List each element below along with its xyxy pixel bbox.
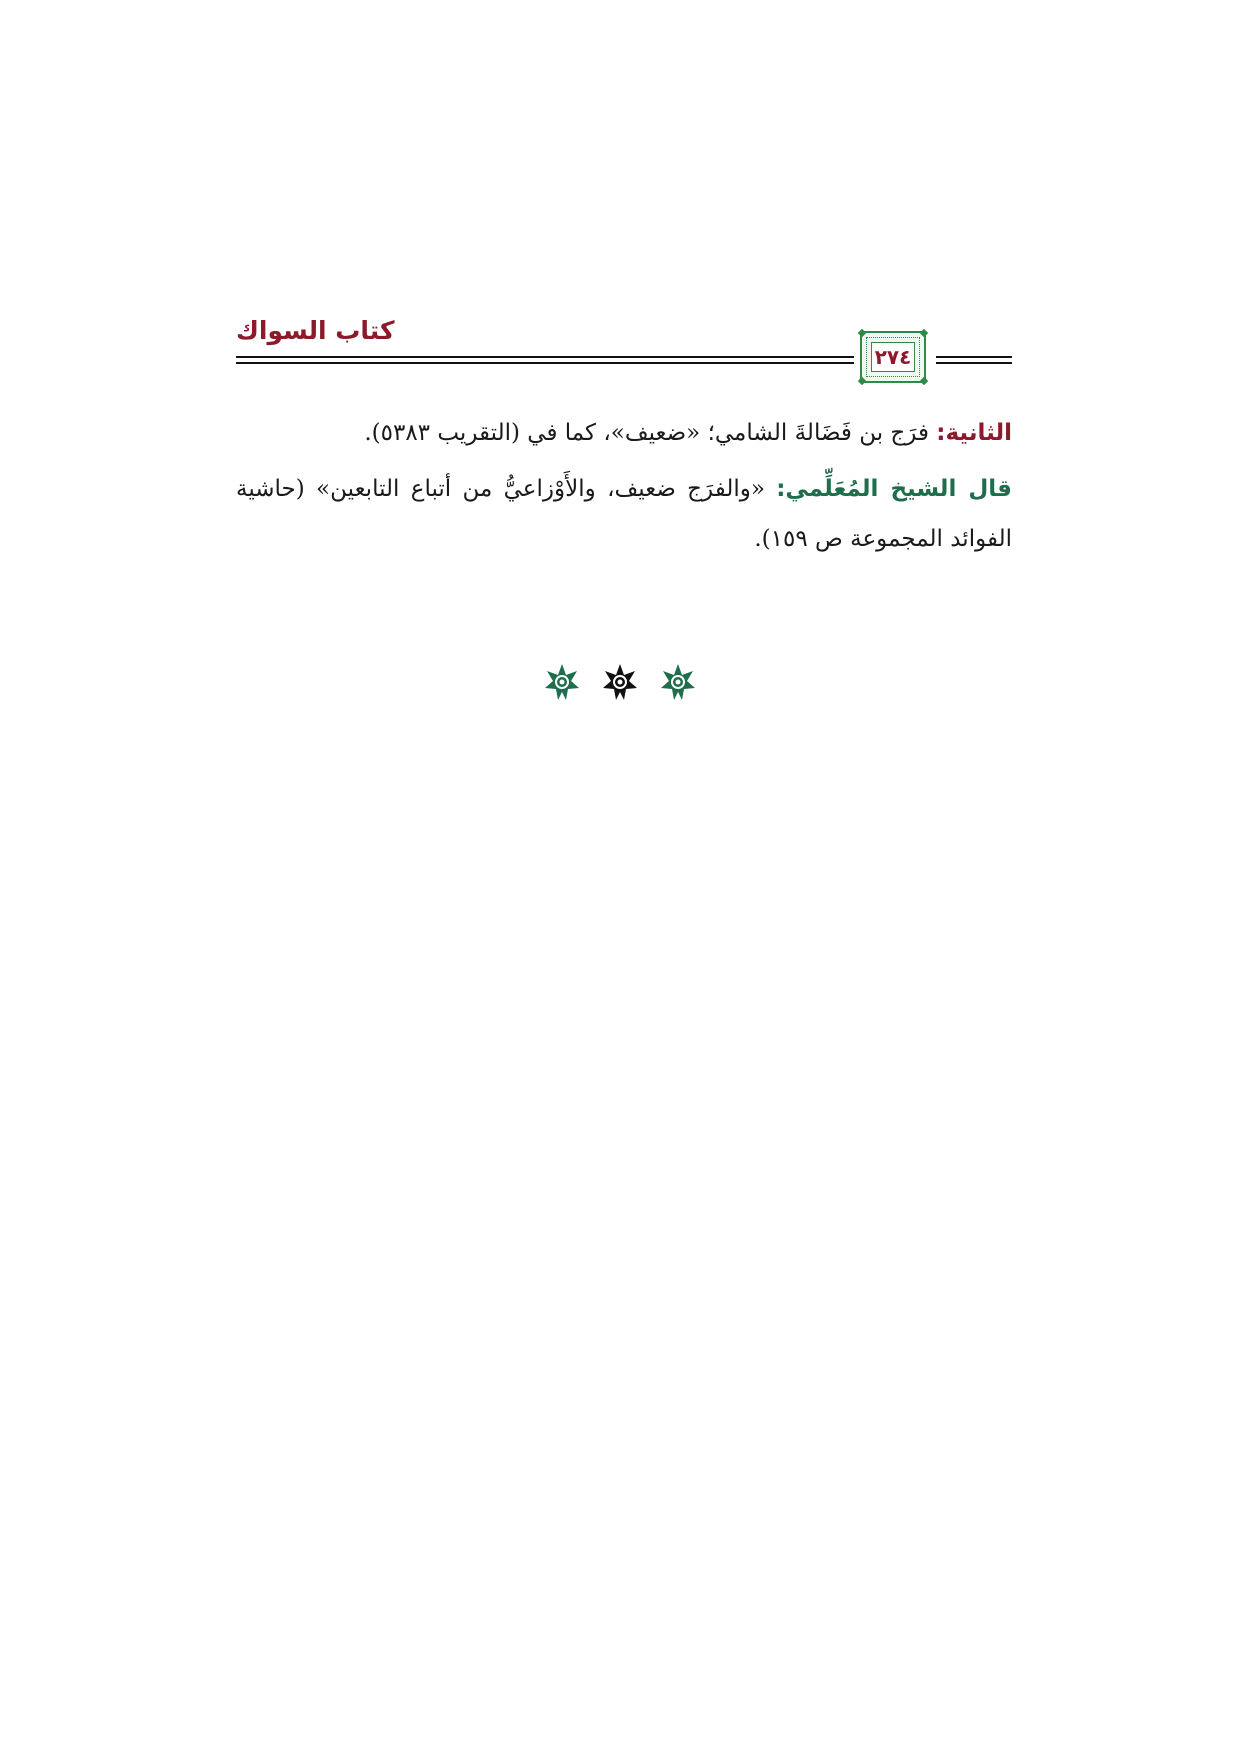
page-body <box>236 408 1012 570</box>
flower-ornament-icon <box>542 662 582 702</box>
paragraph-second-narrator <box>236 408 1012 458</box>
paragraph-muallimi-quote <box>236 464 1012 564</box>
paragraph-lead: الثانية: <box>936 420 1012 446</box>
page-number: ٢٧٤ <box>874 345 912 369</box>
header-double-rule <box>236 356 854 364</box>
page-header <box>236 316 1012 388</box>
header-double-rule-short <box>936 356 1012 364</box>
paragraph-text: فرَج بن فَضَالةَ الشامي؛ «ضعيف»، كما في (التقريب ٥٣٨٣). <box>364 420 937 446</box>
flower-ornament-icon <box>658 662 698 702</box>
section-end-ornament <box>0 660 1240 704</box>
book-title: كتاب السواك <box>236 316 395 345</box>
flower-ornament-icon <box>600 662 640 702</box>
paragraph-text: «والفرَج ضعيف، والأَوْزاعيُّ من أتباع التابعين» (حاشية الفوائد المجموعة ص ١٥٩). <box>236 476 1012 552</box>
page-number-frame <box>860 331 926 383</box>
paragraph-lead: قال الشيخ المُعَلِّمي: <box>776 476 1012 502</box>
